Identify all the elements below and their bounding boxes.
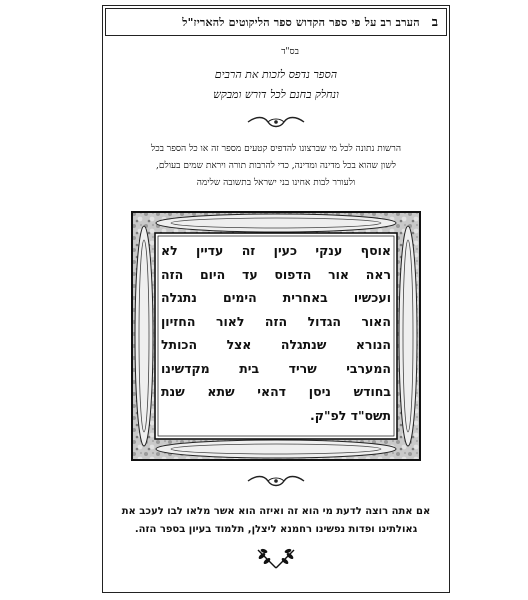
announcement-box: [131, 211, 421, 461]
announcement-line: המערבי שריד בית מקדשינו: [161, 360, 391, 376]
announcement-line: האור הגדול הזה לאור החזיון: [161, 313, 391, 329]
permission-line-3: ולעורר לבות אחינו בני ישראל בתשובה שלימה: [196, 178, 356, 188]
closing-line-2: גאולתינו ופדות נפשינו רחמנא ליצלן, תלמוד בעיון בספר הזה.: [134, 524, 418, 535]
scroll-flourish-icon: [246, 473, 306, 493]
permission-line-2: לשון שהוא בכל מדינה ומדינה, כדי להרבות תורה ויראת שמים בעולם,: [156, 161, 396, 171]
laurel-branches-icon: [254, 546, 298, 574]
dedication-line-1: הספר נדפס לזכות את הרבים: [214, 68, 338, 81]
page-frame: [102, 5, 450, 593]
running-header: [105, 8, 447, 36]
scroll-flourish-icon: [246, 114, 306, 134]
page-number: ב: [431, 15, 438, 30]
announcement-line: ראה אור הדפוס עד היום הזה: [161, 266, 391, 282]
bsd-mark: בס"ד: [281, 47, 299, 57]
announcement-line: ועכשיו באחרית הימים נתגלה: [161, 290, 391, 305]
announcement-line: תשס"ד לפ"ק.: [310, 407, 391, 423]
announcement-text: [161, 239, 391, 427]
closing-line-1: אם אתה רוצה לדעת מי הוא זה ואיזה הוא אשר מלאו לבו לעכב את: [121, 506, 431, 517]
announcement-line: אוסף ענקי כעין זה עדיין לא: [161, 243, 391, 258]
closing-text: [103, 503, 449, 539]
permission-notice: [103, 141, 449, 192]
announcement-line: בחודש ניסן דהאי שתא שנת: [161, 384, 391, 399]
running-header-title: הערב רב על פי ספר הקדוש ספר הליקוטים להאריז"ל: [182, 15, 420, 29]
permission-line-1: הרשות נתונה לכל מי שברצונו להדפיס קטעים מספר זה או כל הספר בכל: [150, 144, 401, 154]
announcement-line: הנורא שנתגלה אצל הכותל: [161, 337, 391, 352]
dedication-line-2: ונחלק בחנם לכל דורש ומבקש: [213, 88, 339, 101]
